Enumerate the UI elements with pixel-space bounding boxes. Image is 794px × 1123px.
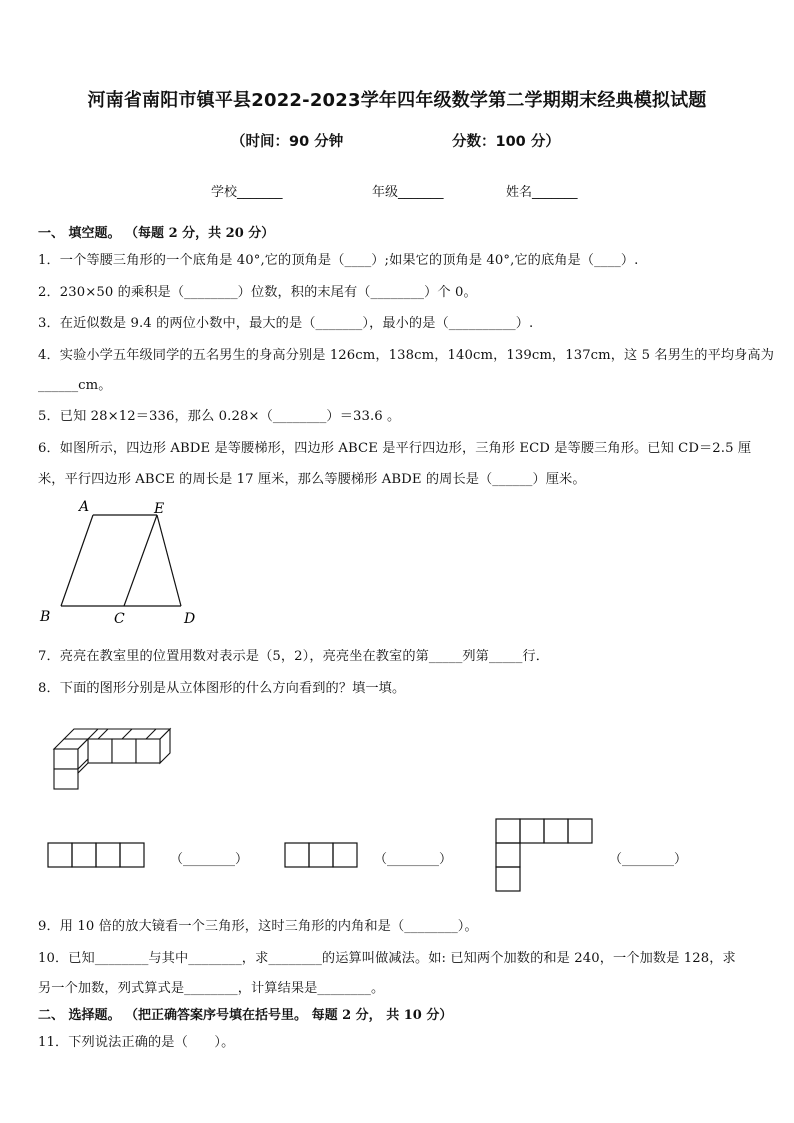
label-d: D	[184, 611, 196, 627]
section-fill-heading: 一、 填空题。 （每题 2 分，共 20 分）	[38, 226, 275, 241]
view-2-answer-blank[interactable]: （________）	[374, 852, 453, 867]
segment-ec	[124, 515, 157, 606]
question-6-line-1: 6．如图所示，四边形 ABDE 是等腰梯形，四边形 ABCE 是平行四边形，三角形 ECD 是等腰三角形。已知 CD＝2.5 厘	[38, 441, 752, 456]
label-a: A	[79, 499, 90, 515]
section-choice-heading: 二、 选择题。 （把正确答案序号填在括号里。 每题 2 分， 共 10 分）	[38, 1008, 453, 1023]
question-10-line-1: 10．已知________与其中________，求________的运算叫做减法。如: 已知两个加数的和是 240，一个加数是 128，求	[38, 951, 736, 966]
question-8: 8．下面的图形分别是从立体图形的什么方向看到的？填一填。	[38, 681, 406, 696]
question-2: 2．230×50 的乘积是（________）位数，积的末尾有（________）个 0。	[38, 285, 477, 300]
school-field: 学校_______	[211, 185, 283, 200]
exam-time: （时间：90 分钟	[231, 134, 344, 150]
exam-title: 河南省南阳市镇平县2022-2023学年四年级数学第二学期期末经典模拟试题	[87, 90, 707, 111]
cube-solid-figure	[44, 722, 180, 792]
view-3-figure	[495, 818, 595, 894]
question-7: 7．亮亮在教室里的位置用数对表示是（5，2），亮亮坐在教室的第_____列第_____行．	[38, 649, 550, 664]
view-2-figure	[284, 842, 360, 868]
exam-score: 分数：100 分）	[452, 134, 560, 150]
question-6-line-2: 米，平行四边形 ABCE 的周长是 17 厘米，那么等腰梯形 ABDE 的周长是（______）厘米。	[38, 472, 586, 487]
view-1-figure	[47, 842, 147, 868]
question-3: 3．在近似数是 9.4 的两位小数中，最大的是（_______），最小的是（__________）.	[38, 316, 534, 331]
segment-ed	[157, 515, 181, 606]
label-b: B	[40, 609, 51, 625]
question-11: 11．下列说法正确的是（ ）。	[38, 1035, 235, 1050]
view-1-answer-blank[interactable]: （________）	[170, 852, 249, 867]
label-c: C	[114, 611, 125, 627]
question-9: 9．用 10 倍的放大镜看一个三角形，这时三角形的内角和是（________）。	[38, 919, 478, 934]
question-5: 5．已知 28×12＝336，那么 0.28×（________）＝33.6 。	[38, 409, 401, 424]
segment-ab	[61, 515, 93, 606]
grade-field: 年级_______	[372, 185, 444, 200]
question-4-line-1: 4．实验小学五年级同学的五名男生的身高分别是 126cm，138cm，140cm，139cm，137cm，这 5 名男生的平均身高为	[38, 348, 775, 363]
name-field: 姓名_______	[506, 185, 578, 200]
view-3-answer-blank[interactable]: （________）	[609, 852, 688, 867]
question-1: 1．一个等腰三角形的一个底角是 40°,它的顶角是（____）;如果它的顶角是 40°,它的底角是（____）.	[38, 253, 639, 268]
question-4-line-2: ______cm。	[38, 378, 112, 393]
trapezoid-figure	[30, 495, 210, 630]
label-e: E	[154, 501, 165, 517]
question-10-line-2: 另一个加数，列式算式是________，计算结果是________。	[38, 981, 385, 996]
